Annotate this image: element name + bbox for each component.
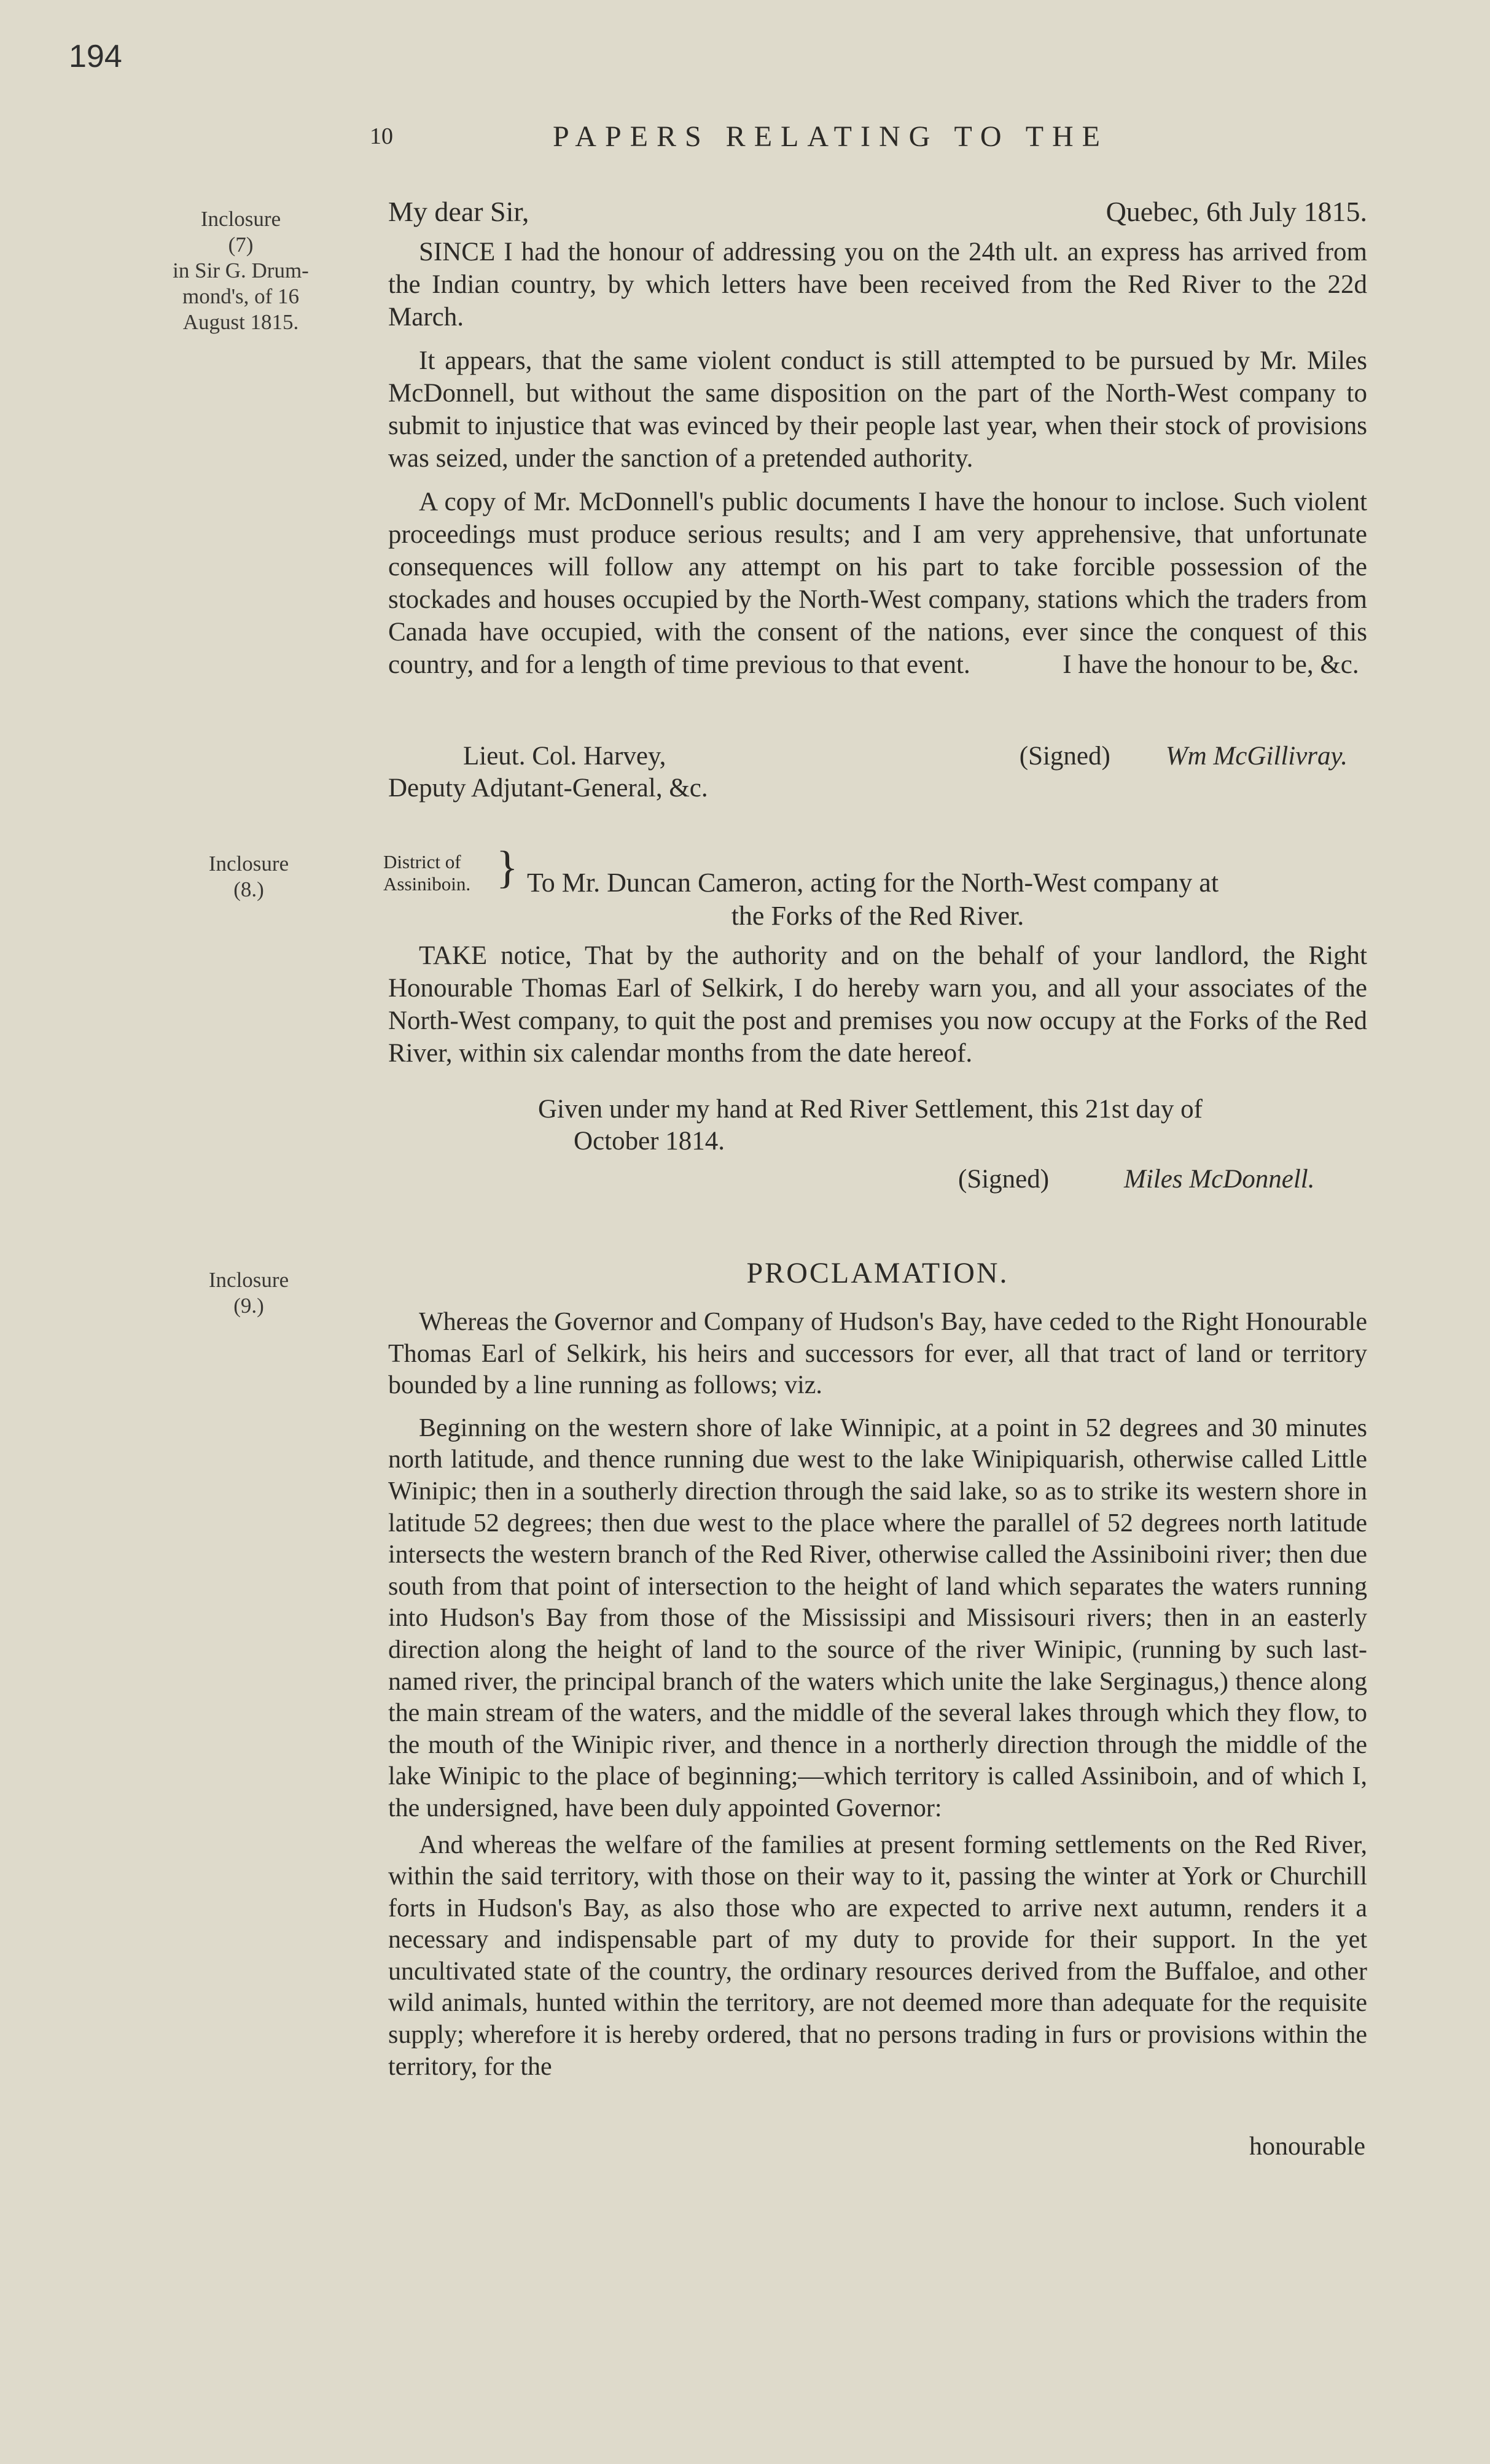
folio-number: 10 [370,123,393,149]
brace-symbol: } [496,842,518,893]
margin-note-inclosure-8: Inclosure (8.) [208,852,289,901]
notice-address-line: To Mr. Duncan Cameron, acting for the North-West company at [527,868,1219,898]
proclamation-body [388,1307,1367,2083]
letter-body [388,236,1374,681]
dateline: Quebec, 6th July 1815. [1106,196,1367,227]
catchword: honourable [1249,2132,1365,2161]
signed-label: (Signed) [958,1165,1050,1194]
salutation: My dear Sir, [388,196,529,227]
archive-page-number: 194 [69,39,122,74]
proclamation-title: PROCLAMATION. [746,1257,1009,1289]
letter-paragraph: A copy of Mr. McDonnell's public documents I have the honour to inclose. Such violent proceedings must produce serious results; and I am very apprehensive, that unfortunate consequences will follow any attempt on his part to take forcible possession of the stockades and houses occupied by the North-West company, stations which the traders from Canada have occupied, with the consent of the nations, ever since the conquest of this country, and for a length of time previous to that event. I have the honour to be, &c. [388,488,1374,679]
notice-paragraph: TAKE notice, That by the authority and on the behalf of your landlord, the Right Honourable Thomas Earl of Selkirk, I do hereby warn you, and all your associates of the North-West company, to quit the post and premises you now occupy at the Forks of the Red River, within six calendar months from the date hereof. [388,941,1367,1068]
addressee-name: Lieut. Col. Harvey, [463,742,666,771]
margin-note-inclosure-7: Inclosure (7) in Sir G. Drum- mond's, of 16 August 1815. [173,207,309,334]
signature-block [463,740,1348,772]
notice-address-line: the Forks of the Red River. [731,901,1024,931]
proclamation-paragraph: Beginning on the western shore of lake Winnipic, at a point in 52 degrees and 30 minutes north latitude, and thence running due west to the lake Winipiquarish, otherwise called Little Winipic; then in a southerly direction through the said lake, so as to strike its western shore in latitude 52 degrees; then due west to the place where the parallel of 52 degrees north latitude intersects the western branch of the Red River, otherwise called the Assiniboini river; then due south from that point of intersection to the height of land which separates the waters running into Hudson's Bay from those of the Mississipi and Missisouri rivers; then in an easterly direction along the height of land to the source of the river Winipic, (running by such last-named river, the principal branch of the waters which unite the lake Serginagus,) thence along the main stream of the waters, and the middle of the several lakes through which they flow, to the mouth of the Winipic river, and thence in a northerly direction through the middle of the lake Winipic to the place of beginning;—which territory is called Assiniboin, and of which I, the undersigned, have been duly appointed Governor: [388,1413,1367,1822]
running-head: PAPERS RELATING TO THE [553,120,1109,153]
district-label: District of Assiniboin. [383,851,471,895]
proclamation-paragraph: Whereas the Governor and Company of Hudson's Bay, have ceded to the Right Honourable Thomas Earl of Selkirk, his heirs and successors for ever, all that tract of land or territory bounded by a line running as follows; viz. [388,1308,1367,1400]
addressee-title: Deputy Adjutant-General, &c. [388,774,708,803]
given-date: October 1814. [574,1127,725,1156]
proclamation-paragraph: And whereas the welfare of the families at present forming settlements on the Red River, within the said territory, with those on their way to it, passing the winter at York or Churchill forts in Hudson's Bay, as also those who are expected to arrive next autumn, renders it a necessary and indispensable part of my duty to provide for their support. In the yet uncultivated state of the country, the ordinary resources derived from the Buffaloe, and other wild animals, hunted within the territory, are not deemed more than adequate for the requisite supply; wherefore it is hereby ordered, that no persons trading in furs or provisions within the territory, for the [388,1830,1367,2081]
notice-body [388,939,1367,1070]
signature-mcdonnell: Miles McDonnell. [1124,1165,1315,1194]
signature-group [1020,740,1348,772]
letter-paragraph: SINCE I had the honour of addressing you on the 24th ult. an express has arrived from the Indian country, by which letters have been received from the Red River to the 22d March. [388,238,1367,332]
given-line: Given under my hand at Red River Settlement, this 21st day of [538,1095,1203,1124]
signed-label: (Signed) [1019,742,1110,771]
letter-heading [388,195,1367,228]
signature-mcgillivray: Wm McGillivray. [1165,742,1348,771]
letter-paragraph: It appears, that the same violent conduct is still attempted to be pursued by Mr. Miles McDonnell, but without the same disposition on the part of the North-West company to submit to injustice that was evinced by their people last year, when their stock of provisions was seized, under the sanction of a pretended authority. [388,346,1367,473]
margin-note-inclosure-9: Inclosure (9.) [208,1268,289,1318]
